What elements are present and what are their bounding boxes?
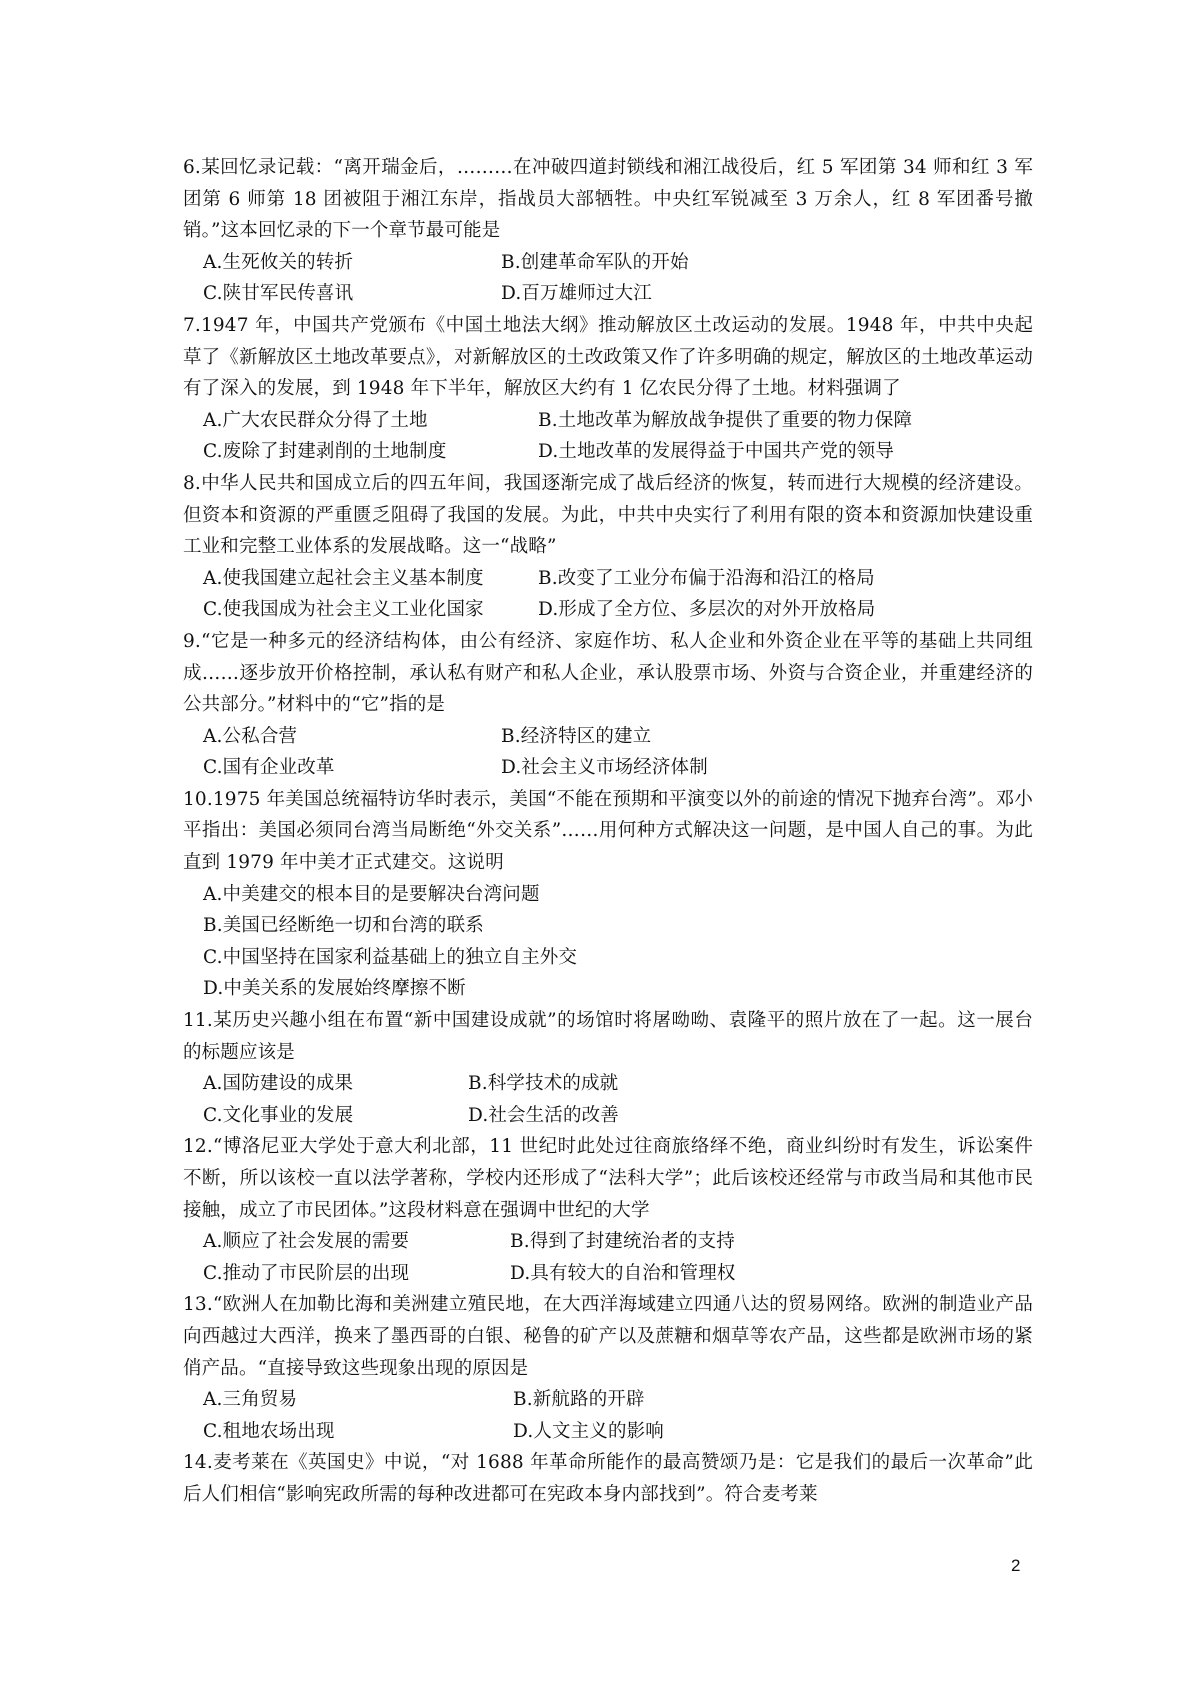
option-row [183, 752, 1033, 784]
question-stem: 10.1975 年美国总统福特访华时表示，美国“不能在预期和平演变以外的前途的情况下抛弃台湾”。邓小平指出：美国必须同台湾当局断绝“外交关系”……用何种方式解决这一问题，是中国人自己的事。为此直到 1979 年中美才正式建交。这说明 [183, 788, 1033, 874]
option-row [183, 278, 1033, 310]
option-row [183, 563, 1033, 595]
option-row [183, 1100, 1033, 1132]
option-d: D.中美关系的发展始终摩擦不断 [203, 978, 466, 1000]
option-c: C.租地农场出现 [203, 1420, 335, 1442]
option-c: C.使我国成为社会主义工业化国家 [203, 599, 484, 621]
option-b: B.创建革命军队的开始 [501, 251, 689, 273]
option-a: A.中美建交的根本目的是要解决台湾问题 [203, 883, 540, 905]
option-c: C.陕甘军民传喜讯 [203, 283, 354, 305]
question-7 [183, 310, 1033, 468]
option-c: C.推动了市民阶层的出现 [203, 1262, 410, 1284]
question-stem: 11.某历史兴趣小组在布置“新中国建设成就”的场馆时将屠呦呦、袁隆平的照片放在了一起。这一展台的标题应该是 [183, 1010, 1033, 1063]
option-d: D.社会主义市场经济体制 [501, 757, 708, 779]
option-a: A.生死攸关的转折 [203, 251, 354, 273]
question-9 [183, 626, 1033, 784]
option-d: D.社会生活的改善 [468, 1104, 619, 1126]
option-c: C.国有企业改革 [203, 757, 335, 779]
option-d: D.具有较大的自治和管理权 [510, 1262, 736, 1284]
option-row [183, 405, 1033, 437]
option-a: A.国防建设的成果 [203, 1073, 354, 1095]
question-stem: 7.1947 年，中国共产党颁布《中国土地法大纲》推动解放区土改运动的发展。1948 年，中共中央起草了《新解放区土地改革要点》，对新解放区的土改政策又作了许多明确的规定，解放区的土地改革运动有了深入的发展，到 1948 年下半年，解放区大约有 1 亿农民分得了土地。材料强调了 [183, 314, 1033, 400]
option-c: C.废除了封建剥削的土地制度 [203, 441, 447, 463]
question-14 [183, 1447, 1033, 1510]
option-row [183, 1416, 1033, 1448]
option-row [183, 594, 1033, 626]
option-row [183, 1258, 1033, 1290]
option-row [183, 1384, 1033, 1416]
page-number: 2 [1011, 1556, 1021, 1575]
option-b: B.美国已经断绝一切和台湾的联系 [203, 915, 484, 937]
question-10 [183, 784, 1033, 1005]
question-8 [183, 468, 1033, 626]
option-row [183, 721, 1033, 753]
question-stem: 12.“博洛尼亚大学处于意大利北部，11 世纪时此处过往商旅络绎不绝，商业纠纷时有发生，诉讼案件不断，所以该校一直以法学著称，学校内还形成了“法科大学”；此后该校还经常与市政当局和其他市民接触，成立了市民团体。”这段材料意在强调中世纪的大学 [183, 1136, 1033, 1221]
exam-page [183, 152, 1033, 1511]
option-b: B.改变了工业分布偏于沿海和沿江的格局 [538, 567, 875, 589]
option-row [183, 1226, 1033, 1258]
option-row [183, 436, 1033, 468]
option-d: D.人文主义的影响 [513, 1420, 664, 1442]
question-stem: 14.麦考莱在《英国史》中说，“对 1688 年革命所能作的最高赞颂乃是：它是我们的最后一次革命”此后人们相信“影响宪政所需的每种改进都可在宪政本身内部找到”。符合麦考莱 [183, 1452, 1033, 1505]
question-6 [183, 152, 1033, 310]
question-stem: 13.“欧洲人在加勒比海和美洲建立殖民地，在大西洋海域建立四通八达的贸易网络。欧洲的制造业产品向西越过大西洋，换来了墨西哥的白银、秘鲁的矿产以及蔗糖和烟草等农产品，这些都是欧洲市场的紧俏产品。“直接导致这些现象出现的原因是 [183, 1294, 1033, 1379]
option-c: C.文化事业的发展 [203, 1104, 354, 1126]
option-row [183, 1068, 1033, 1100]
question-stem: 6.某回忆录记载：“离开瑞金后，………在冲破四道封锁线和湘江战役后，红 5 军团第 34 师和红 3 军团第 6 师第 18 团被阻于湘江东岸，指战员大部牺牲。中央红军锐减至 3 万余人，红 8 军团番号撤销。”这本回忆录的下一个章节最可能是 [183, 157, 1033, 242]
option-c: C.中国坚持在国家利益基础上的独立自主外交 [203, 946, 578, 968]
option-d: D.百万雄师过大江 [501, 283, 652, 305]
option-b: B.土地改革为解放战争提供了重要的物力保障 [538, 409, 913, 431]
option-b: B.得到了封建统治者的支持 [510, 1231, 735, 1253]
question-12 [183, 1131, 1033, 1289]
option-a: A.顺应了社会发展的需要 [203, 1231, 410, 1253]
question-stem: 8.中华人民共和国成立后的四五年间，我国逐渐完成了战后经济的恢复，转而进行大规模的经济建设。但资本和资源的严重匮乏阻碍了我国的发展。为此，中共中央实行了利用有限的资本和资源加快建设重工业和完整工业体系的发展战略。这一“战略” [183, 472, 1033, 558]
option-a: A.公私合营 [203, 725, 298, 747]
option-d: D.形成了全方位、多层次的对外开放格局 [538, 599, 876, 621]
option-d: D.土地改革的发展得益于中国共产党的领导 [538, 441, 895, 463]
question-13 [183, 1289, 1033, 1447]
option-b: B.新航路的开辟 [513, 1389, 645, 1411]
option-a: A.使我国建立起社会主义基本制度 [203, 567, 484, 589]
question-stem: 9.“它是一种多元的经济结构体，由公有经济、家庭作坊、私人企业和外资企业在平等的基础上共同组成……逐步放开价格控制，承认私有财产和私人企业，承认股票市场、外资与合资企业，并重建经济的公共部分。”材料中的“它”指的是 [183, 630, 1033, 716]
option-a: A.三角贸易 [203, 1389, 298, 1411]
option-b: B.科学技术的成就 [468, 1073, 619, 1095]
question-11 [183, 1005, 1033, 1131]
option-b: B.经济特区的建立 [501, 725, 652, 747]
option-row [183, 247, 1033, 279]
option-a: A.广大农民群众分得了土地 [203, 409, 428, 431]
